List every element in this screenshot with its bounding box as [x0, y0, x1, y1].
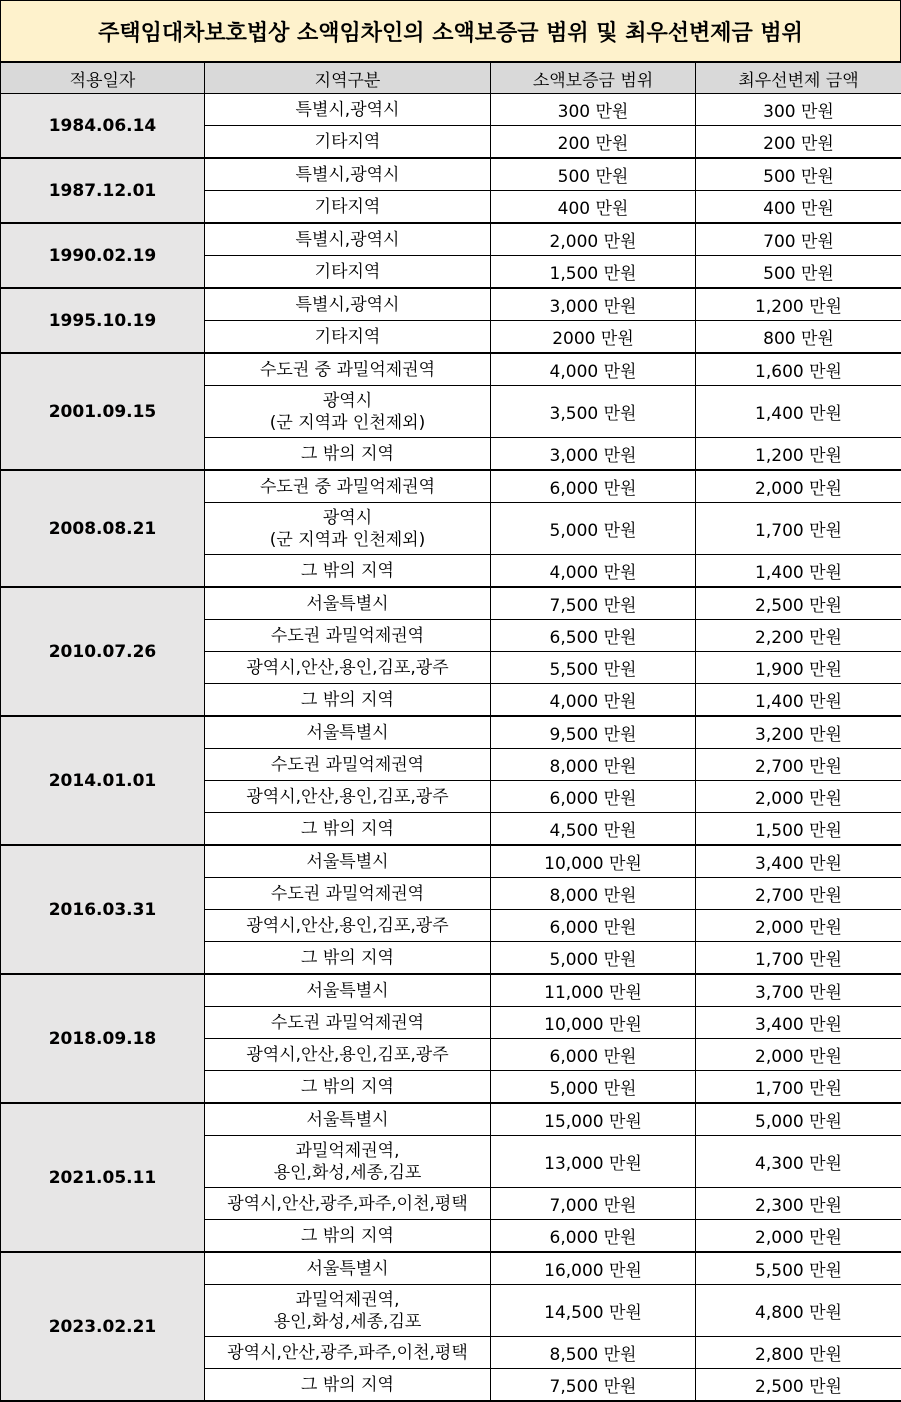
region-cell — [205, 1136, 491, 1188]
effective-date-cell: 1995.10.19 — [1, 288, 205, 353]
deposit-cell: 300 만원 — [491, 94, 696, 126]
region-line: 기타지역 — [205, 196, 490, 218]
deposit-cell: 2000 만원 — [491, 321, 696, 354]
table-row — [1, 288, 901, 321]
deposit-cell: 4,000 만원 — [491, 353, 696, 386]
region-line: 용인,화성,세종,김포 — [205, 1162, 490, 1184]
region-cell — [205, 1285, 491, 1337]
region-line: 과밀억제권역, — [205, 1289, 490, 1311]
effective-date-cell: 2018.09.18 — [1, 974, 205, 1103]
effective-date-cell: 2014.01.01 — [1, 716, 205, 845]
deposit-cell: 13,000 만원 — [491, 1136, 696, 1188]
region-cell — [205, 1369, 491, 1402]
region-cell — [205, 438, 491, 471]
region-line: 광역시 — [205, 507, 490, 529]
region-cell — [205, 942, 491, 975]
region-line: 그 밖의 지역 — [205, 689, 490, 711]
region-cell — [205, 684, 491, 717]
priority-cell: 5,500 만원 — [696, 1252, 901, 1285]
priority-cell: 1,500 만원 — [696, 813, 901, 846]
priority-cell: 2,300 만원 — [696, 1188, 901, 1220]
region-cell — [205, 1220, 491, 1253]
region-cell — [205, 386, 491, 438]
priority-cell: 5,000 만원 — [696, 1103, 901, 1136]
region-line: 기타지역 — [205, 326, 490, 348]
effective-date-cell: 2010.07.26 — [1, 587, 205, 716]
region-line: 그 밖의 지역 — [205, 1076, 490, 1098]
priority-cell: 1,700 만원 — [696, 1071, 901, 1104]
region-line: 특별시,광역시 — [205, 164, 490, 186]
deposit-cell: 5,000 만원 — [491, 503, 696, 555]
region-line: 수도권 과밀억제권역 — [205, 625, 490, 647]
region-line: 광역시,안산,용인,김포,광주 — [205, 1044, 490, 1066]
effective-date-cell: 2008.08.21 — [1, 470, 205, 587]
region-line: 용인,화성,세종,김포 — [205, 1311, 490, 1333]
region-cell — [205, 94, 491, 126]
table-row — [1, 1103, 901, 1136]
region-cell — [205, 503, 491, 555]
priority-cell: 1,200 만원 — [696, 438, 901, 471]
deposit-cell: 2,000 만원 — [491, 223, 696, 256]
region-cell — [205, 716, 491, 749]
deposit-cell: 6,000 만원 — [491, 910, 696, 942]
deposit-cell: 200 만원 — [491, 126, 696, 159]
region-cell — [205, 813, 491, 846]
priority-cell: 800 만원 — [696, 321, 901, 354]
region-line: 광역시,안산,용인,김포,광주 — [205, 915, 490, 937]
region-line: 수도권 과밀억제권역 — [205, 754, 490, 776]
region-cell — [205, 191, 491, 224]
region-line: 특별시,광역시 — [205, 99, 490, 121]
deposit-cell: 3,500 만원 — [491, 386, 696, 438]
region-line: 광역시,안산,용인,김포,광주 — [205, 786, 490, 808]
priority-cell: 1,400 만원 — [696, 684, 901, 717]
region-cell — [205, 587, 491, 620]
priority-cell: 2,000 만원 — [696, 470, 901, 503]
header-date: 적용일자 — [1, 63, 205, 94]
deposit-cell: 7,500 만원 — [491, 1369, 696, 1402]
region-cell — [205, 845, 491, 878]
region-cell — [205, 781, 491, 813]
priority-cell: 1,900 만원 — [696, 652, 901, 684]
priority-cell: 500 만원 — [696, 158, 901, 191]
region-cell — [205, 878, 491, 910]
region-line: (군 지역과 인천제외) — [205, 412, 490, 434]
deposit-cell: 14,500 만원 — [491, 1285, 696, 1337]
region-cell — [205, 1337, 491, 1369]
deposit-cell: 7,000 만원 — [491, 1188, 696, 1220]
priority-cell: 500 만원 — [696, 256, 901, 289]
table-body — [1, 94, 901, 1402]
table-row — [1, 470, 901, 503]
deposit-cell: 6,000 만원 — [491, 470, 696, 503]
region-line: 서울특별시 — [205, 722, 490, 744]
priority-cell: 2,500 만원 — [696, 587, 901, 620]
deposit-cell: 10,000 만원 — [491, 845, 696, 878]
deposit-cell: 400 만원 — [491, 191, 696, 224]
priority-cell: 1,400 만원 — [696, 386, 901, 438]
priority-cell: 700 만원 — [696, 223, 901, 256]
region-cell — [205, 620, 491, 652]
priority-cell: 3,200 만원 — [696, 716, 901, 749]
priority-cell: 2,000 만원 — [696, 1039, 901, 1071]
region-line: 그 밖의 지역 — [205, 443, 490, 465]
header-priority: 최우선변제 금액 — [696, 63, 901, 94]
priority-cell: 1,400 만원 — [696, 555, 901, 588]
table-row — [1, 158, 901, 191]
priority-cell: 1,700 만원 — [696, 503, 901, 555]
deposit-cell: 10,000 만원 — [491, 1007, 696, 1039]
region-line: 광역시,안산,광주,파주,이천,평택 — [205, 1342, 490, 1364]
header-region: 지역구분 — [205, 63, 491, 94]
deposit-cell: 6,500 만원 — [491, 620, 696, 652]
priority-cell: 2,200 만원 — [696, 620, 901, 652]
header-row — [1, 63, 901, 94]
deposit-cell: 3,000 만원 — [491, 438, 696, 471]
region-cell — [205, 1039, 491, 1071]
effective-date-cell: 1990.02.19 — [1, 223, 205, 288]
region-line: 수도권 중 과밀억제권역 — [205, 476, 490, 498]
priority-cell: 1,700 만원 — [696, 942, 901, 975]
effective-date-cell: 2021.05.11 — [1, 1103, 205, 1252]
deposit-cell: 16,000 만원 — [491, 1252, 696, 1285]
table-row — [1, 223, 901, 256]
region-line: 그 밖의 지역 — [205, 947, 490, 969]
region-line: 특별시,광역시 — [205, 229, 490, 251]
region-line: 과밀억제권역, — [205, 1140, 490, 1162]
priority-cell: 2,000 만원 — [696, 910, 901, 942]
table-row — [1, 587, 901, 620]
effective-date-cell: 2023.02.21 — [1, 1252, 205, 1401]
region-cell — [205, 1188, 491, 1220]
priority-cell: 2,800 만원 — [696, 1337, 901, 1369]
region-line: 그 밖의 지역 — [205, 818, 490, 840]
table-row — [1, 974, 901, 1007]
priority-cell: 400 만원 — [696, 191, 901, 224]
priority-cell: 4,800 만원 — [696, 1285, 901, 1337]
deposit-cell: 4,000 만원 — [491, 684, 696, 717]
region-cell — [205, 321, 491, 354]
region-line: 서울특별시 — [205, 1109, 490, 1131]
region-line: 서울특별시 — [205, 980, 490, 1002]
region-line: 기타지역 — [205, 131, 490, 153]
priority-cell: 1,600 만원 — [696, 353, 901, 386]
region-cell — [205, 158, 491, 191]
deposit-cell: 5,000 만원 — [491, 942, 696, 975]
region-line: 서울특별시 — [205, 851, 490, 873]
region-cell — [205, 1007, 491, 1039]
priority-cell: 3,400 만원 — [696, 845, 901, 878]
deposit-cell: 4,500 만원 — [491, 813, 696, 846]
effective-date-cell: 1984.06.14 — [1, 94, 205, 159]
region-line: 그 밖의 지역 — [205, 1225, 490, 1247]
region-line: 광역시 — [205, 390, 490, 412]
region-line: 서울특별시 — [205, 593, 490, 615]
table-row — [1, 94, 901, 126]
table-row — [1, 716, 901, 749]
region-cell — [205, 749, 491, 781]
region-cell — [205, 910, 491, 942]
deposit-cell: 9,500 만원 — [491, 716, 696, 749]
region-cell — [205, 1252, 491, 1285]
region-line: 특별시,광역시 — [205, 294, 490, 316]
priority-cell: 3,400 만원 — [696, 1007, 901, 1039]
region-line: 수도권 중 과밀억제권역 — [205, 359, 490, 381]
header-deposit: 소액보증금 범위 — [491, 63, 696, 94]
deposit-cell: 7,500 만원 — [491, 587, 696, 620]
region-cell — [205, 288, 491, 321]
deposit-cell: 8,000 만원 — [491, 878, 696, 910]
region-cell — [205, 353, 491, 386]
region-cell — [205, 1103, 491, 1136]
priority-cell: 2,500 만원 — [696, 1369, 901, 1402]
priority-cell: 2,000 만원 — [696, 1220, 901, 1253]
region-cell — [205, 256, 491, 289]
region-cell — [205, 223, 491, 256]
region-line: 광역시,안산,용인,김포,광주 — [205, 657, 490, 679]
deposit-cell: 8,500 만원 — [491, 1337, 696, 1369]
priority-cell: 300 만원 — [696, 94, 901, 126]
effective-date-cell: 1987.12.01 — [1, 158, 205, 223]
deposit-cell: 15,000 만원 — [491, 1103, 696, 1136]
deposit-cell: 4,000 만원 — [491, 555, 696, 588]
deposit-cell: 3,000 만원 — [491, 288, 696, 321]
priority-cell: 2,700 만원 — [696, 749, 901, 781]
effective-date-cell: 2001.09.15 — [1, 353, 205, 470]
region-line: 수도권 과밀억제권역 — [205, 883, 490, 905]
priority-cell: 2,700 만원 — [696, 878, 901, 910]
deposit-cell: 6,000 만원 — [491, 781, 696, 813]
priority-cell: 4,300 만원 — [696, 1136, 901, 1188]
region-line: 광역시,안산,광주,파주,이천,평택 — [205, 1193, 490, 1215]
region-cell — [205, 126, 491, 159]
priority-cell: 1,200 만원 — [696, 288, 901, 321]
region-line: 그 밖의 지역 — [205, 560, 490, 582]
deposit-cell: 8,000 만원 — [491, 749, 696, 781]
deposit-cell: 11,000 만원 — [491, 974, 696, 1007]
region-line: (군 지역과 인천제외) — [205, 529, 490, 551]
table-row — [1, 845, 901, 878]
region-cell — [205, 555, 491, 588]
deposit-cell: 5,000 만원 — [491, 1071, 696, 1104]
deposit-table — [0, 62, 901, 1402]
document-title: 주택임대차보호법상 소액임차인의 소액보증금 범위 및 최우선변제금 범위 — [0, 0, 901, 62]
deposit-cell: 1,500 만원 — [491, 256, 696, 289]
region-cell — [205, 652, 491, 684]
deposit-cell: 6,000 만원 — [491, 1220, 696, 1253]
region-line: 수도권 과밀억제권역 — [205, 1012, 490, 1034]
effective-date-cell: 2016.03.31 — [1, 845, 205, 974]
priority-cell: 2,000 만원 — [696, 781, 901, 813]
table-row — [1, 1252, 901, 1285]
deposit-cell: 5,500 만원 — [491, 652, 696, 684]
deposit-cell: 500 만원 — [491, 158, 696, 191]
table-header — [1, 63, 901, 94]
region-cell — [205, 974, 491, 1007]
table-row — [1, 353, 901, 386]
priority-cell: 3,700 만원 — [696, 974, 901, 1007]
region-cell — [205, 1071, 491, 1104]
deposit-cell: 6,000 만원 — [491, 1039, 696, 1071]
region-line: 그 밖의 지역 — [205, 1374, 490, 1396]
region-cell — [205, 470, 491, 503]
region-line: 서울특별시 — [205, 1258, 490, 1280]
region-line: 기타지역 — [205, 261, 490, 283]
priority-cell: 200 만원 — [696, 126, 901, 159]
